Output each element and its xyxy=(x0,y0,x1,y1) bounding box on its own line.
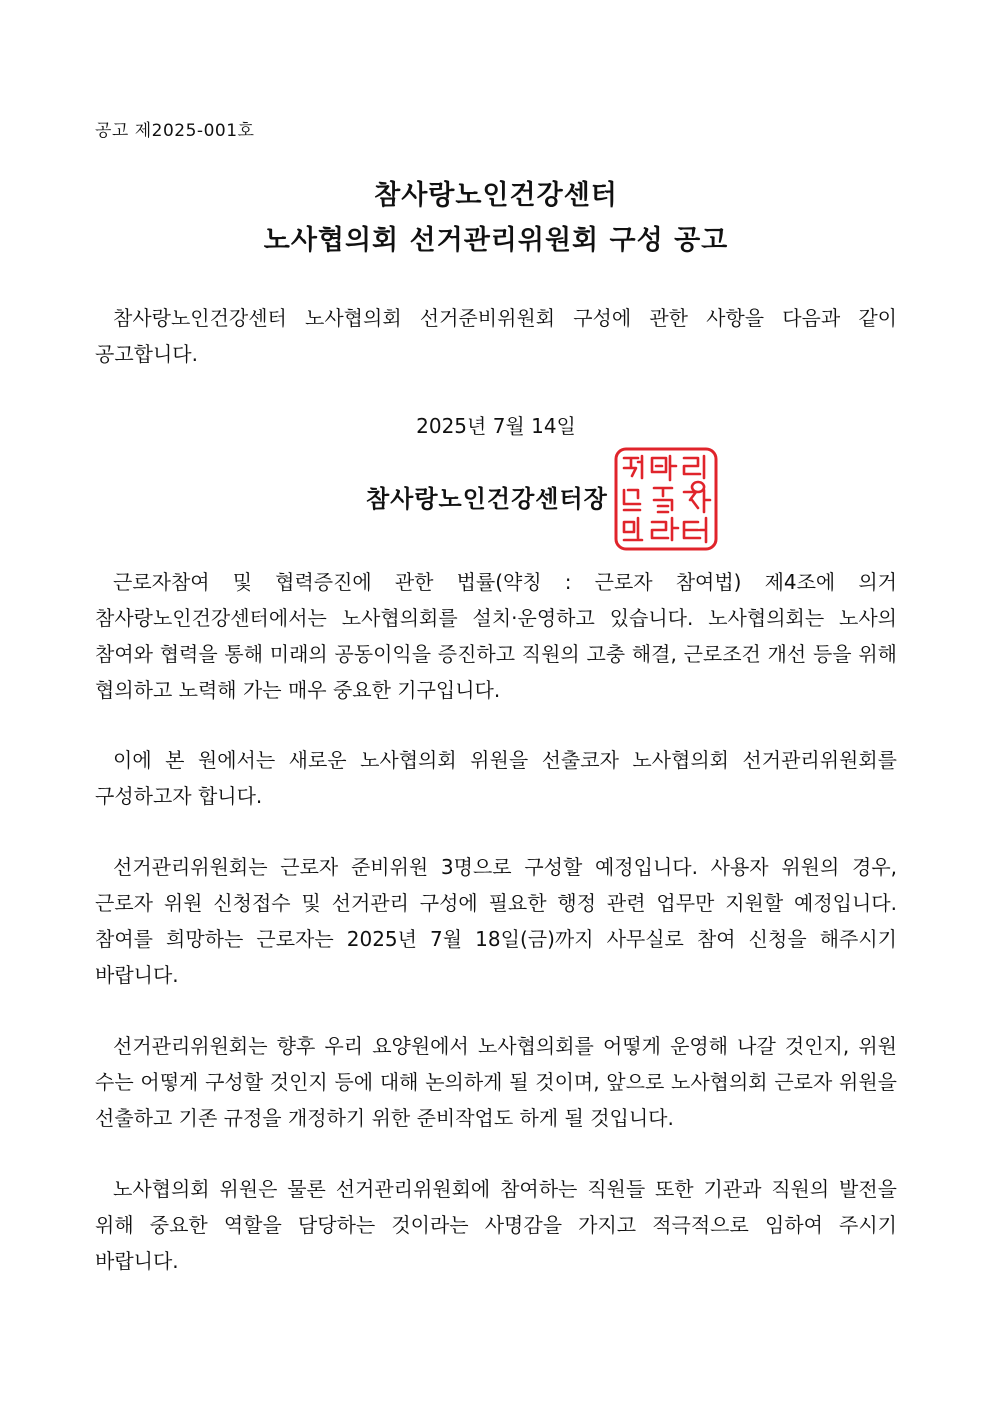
document-title-line1: 참사랑노인건강센터 xyxy=(374,180,618,211)
body-paragraph-5: 노사협의회 위원은 물론 선거관리위원회에 참여하는 직원들 또한 기관과 직원의 발전을 위해 중요한 역할을 담당하는 것이라는 사명감을 가지고 적극적으로 임하여 주시기 바랍니다. xyxy=(95,1177,897,1273)
official-seal-stamp xyxy=(612,446,720,552)
seal-icon xyxy=(612,446,720,552)
body-paragraph-3: 선거관리위원회는 근로자 준비위원 3명으로 구성할 예정입니다. 사용자 위원의 경우, 근로자 위원 신청접수 및 선거관리 구성에 필요한 행정 관련 업무만 지원할 예정입니다. 참여를 희망하는 근로자는 2025년 7월 18일(금)까지 사무실로 참여 신청을 해주시기 바랍니다. xyxy=(95,855,897,987)
document-title-line2: 노사협의회 선거관리위원회 구성 공고 xyxy=(263,225,729,256)
body-paragraph-2: 이에 본 원에서는 새로운 노사협의회 위원을 선출코자 노사협의회 선거관리위원회를 구성하고자 합니다. xyxy=(95,748,897,808)
notice-number: 공고 제2025-001호 xyxy=(95,121,255,141)
intro-paragraph: 참사랑노인건강센터 노사협의회 선거준비위원회 구성에 관한 사항을 다음과 같이 공고합니다. xyxy=(95,306,897,366)
body-paragraph-1: 근로자참여 및 협력증진에 관한 법률(약칭 : 근로자 참여법) 제4조에 의거 참사랑노인건강센터에서는 노사협의회를 설치·운영하고 있습니다. 노사협의회는 노사의 참여와 협력을 통해 미래의 공동이익을 증진하고 직원의 고충 해결, 근로조건 개선 등을 위해 협의하고 노력해 가는 매우 중요한 기구입니다. xyxy=(95,570,897,702)
body-paragraph-4: 선거관리위원회는 향후 우리 요양원에서 노사협의회를 어떻게 운영해 나갈 것인지, 위원 수는 어떻게 구성할 것인지 등에 대해 논의하게 될 것이며, 앞으로 노사협의회 근로자 위원을 선출하고 기존 규정을 개정하기 위한 준비작업도 하게 될 것입니다. xyxy=(95,1034,897,1130)
signer-name: 참사랑노인건강센터장 xyxy=(366,484,608,513)
notice-date: 2025년 7월 14일 xyxy=(416,414,576,438)
